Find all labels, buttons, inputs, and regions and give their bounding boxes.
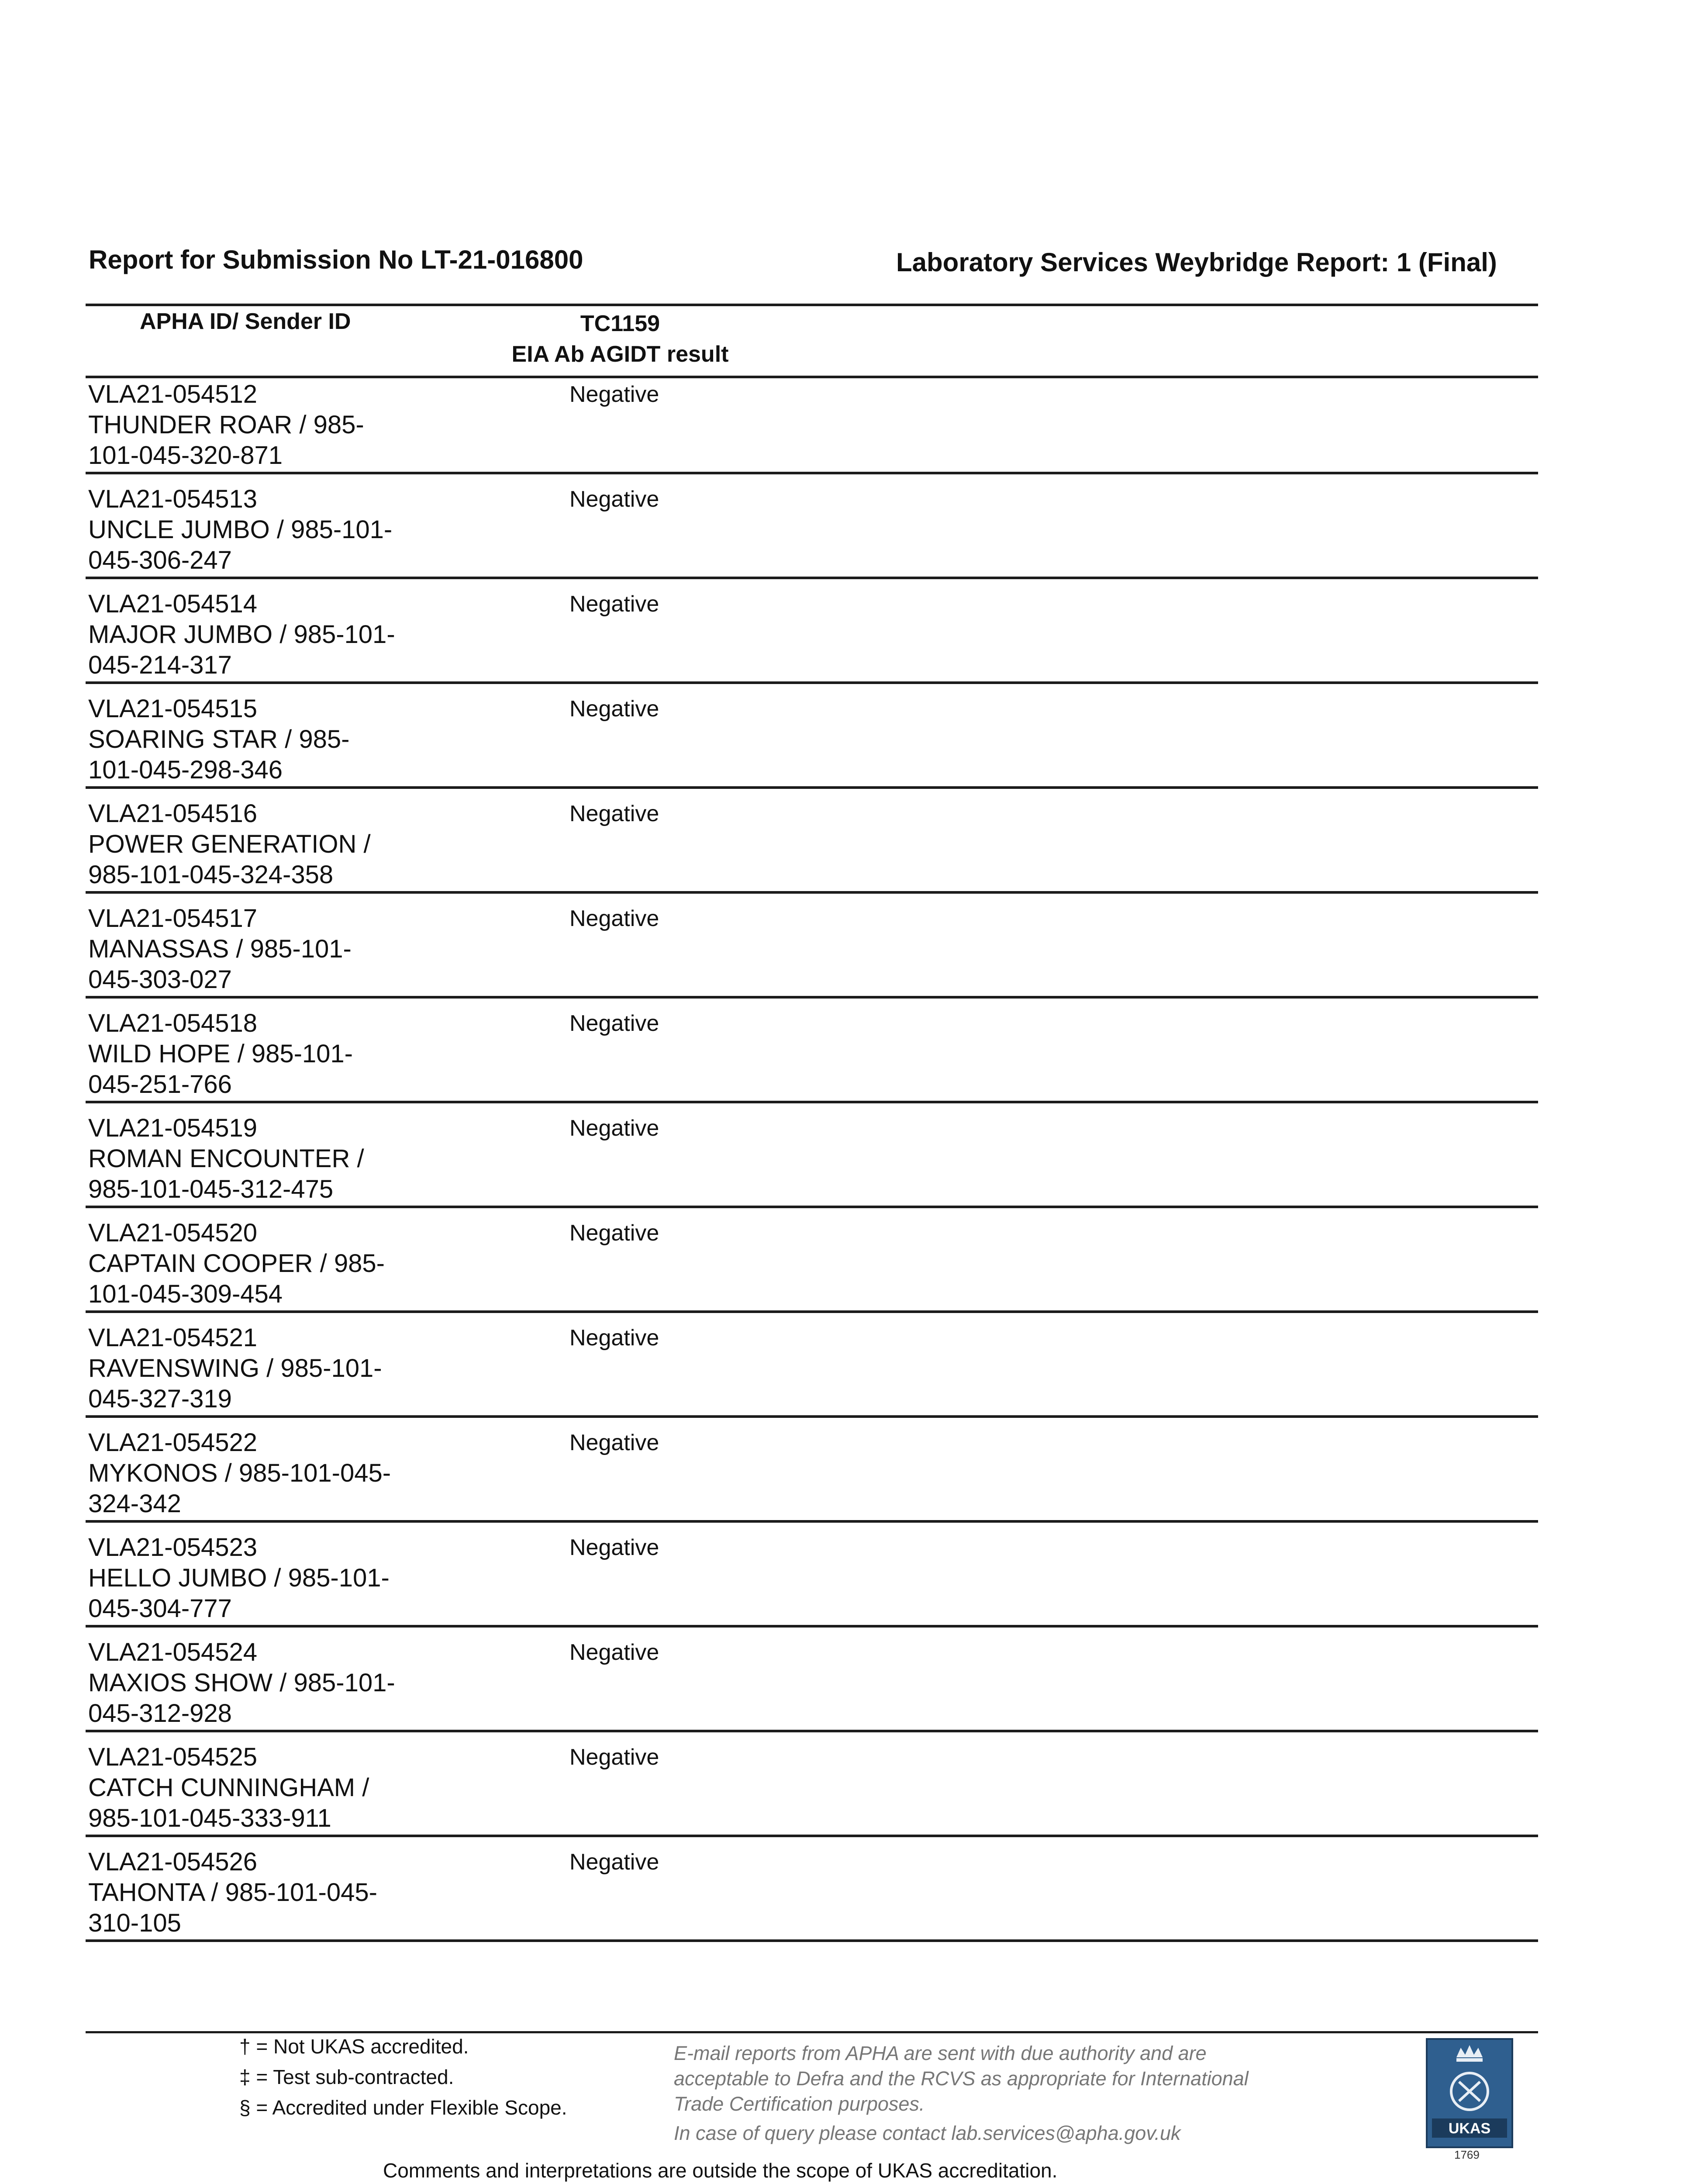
contact-note: In case of query please contact lab.services@apha.gov.uk [674,2122,1181,2144]
sender-id-cont: 101-045-320-871 [88,441,283,470]
sample-identifier [88,589,481,681]
test-result: Negative [569,1116,659,1141]
apha-id: VLA21-054517 [88,904,257,933]
table-row [86,694,1538,798]
footer-legend [239,2031,567,2123]
test-result: Negative [569,906,659,931]
sample-identifier [88,1113,481,1205]
ukas-number: 1769 [1454,2148,1480,2161]
apha-id: VLA21-054520 [88,1219,257,1247]
row-divider [86,1206,1538,1208]
column-header-id: APHA ID/ Sender ID [140,309,351,334]
test-result: Negative [569,801,659,826]
ukas-logo [1426,2038,1513,2148]
row-divider [86,1730,1538,1732]
email-note-line: Trade Certification purposes. [674,2093,925,2115]
table-row [86,1218,1538,1323]
sender-id: MAXIOS SHOW / 985-101- [88,1669,395,1697]
test-code: TC1159 [580,311,660,336]
sample-identifier [88,1218,481,1310]
email-note-line: acceptable to Defra and the RCVS as appropriate for International [674,2067,1249,2090]
sender-id-cont: 045-304-777 [88,1594,232,1623]
sender-id-cont: 101-045-298-346 [88,756,283,784]
table-row [86,1113,1538,1218]
test-result: Negative [569,487,659,512]
sender-id: POWER GENERATION / [88,830,371,858]
sample-identifier [88,1427,481,1519]
sender-id: THUNDER ROAR / 985- [88,411,364,439]
table-row [86,798,1538,903]
sender-id-cont: 310-105 [88,1909,181,1937]
sender-id-cont: 985-101-045-324-358 [88,860,334,889]
test-result: Negative [569,1011,659,1036]
sample-identifier [88,694,481,785]
sample-identifier [88,903,481,995]
row-divider [86,681,1538,684]
sample-identifier [88,1742,481,1834]
sample-identifier [88,1847,481,1939]
email-note-line: E-mail reports from APHA are sent with due authority and are [674,2042,1207,2064]
report-submission-title: Report for Submission No LT-21-016800 [89,245,583,274]
sender-id: CATCH CUNNINGHAM / [88,1773,369,1802]
sample-identifier [88,379,481,471]
sample-identifier [88,1637,481,1729]
apha-id: VLA21-054513 [88,485,257,513]
table-row [86,484,1538,589]
apha-id: VLA21-054525 [88,1743,257,1771]
table-row [86,589,1538,694]
sender-id: MANASSAS / 985-101- [88,935,352,963]
apha-id: VLA21-054518 [88,1009,257,1037]
legend-item: § = Accredited under Flexible Scope. [239,2096,567,2119]
test-result: Negative [569,1220,659,1246]
scope-note: Comments and interpretations are outside the scope of UKAS accreditation. [383,2159,1058,2182]
column-header-rule [86,376,1538,378]
ukas-label: UKAS [1448,2120,1491,2137]
test-result: Negative [569,1849,659,1875]
sender-id: WILD HOPE / 985-101- [88,1040,353,1068]
apha-id: VLA21-054516 [88,799,257,828]
sample-identifier [88,1532,481,1624]
sample-identifier [88,798,481,890]
sender-id-cont: 985-101-045-312-475 [88,1175,334,1203]
legend-item: † = Not UKAS accredited. [239,2035,469,2058]
test-name: EIA Ab AGIDT result [511,342,729,367]
row-divider [86,996,1538,999]
row-divider [86,1101,1538,1103]
sender-id-cont: 045-251-766 [88,1070,232,1099]
sender-id-cont: 045-303-027 [88,965,232,994]
sender-id-cont: 045-327-319 [88,1385,232,1413]
row-divider [86,1310,1538,1313]
apha-id: VLA21-054526 [88,1848,257,1876]
sender-id: HELLO JUMBO / 985-101- [88,1564,390,1592]
test-result: Negative [569,1745,659,1770]
email-note [674,2041,1342,2117]
sender-id-cont: 045-306-247 [88,546,232,574]
sender-id: UNCLE JUMBO / 985-101- [88,515,393,544]
table-row [86,1742,1538,1847]
table-row [86,1323,1538,1427]
test-result: Negative [569,1325,659,1351]
table-row [86,1847,1538,1952]
apha-id: VLA21-054524 [88,1638,257,1666]
header-rule [86,304,1538,306]
test-result: Negative [569,591,659,617]
test-result: Negative [569,696,659,722]
apha-id: VLA21-054515 [88,695,257,723]
sender-id-cont: 324-342 [88,1489,181,1518]
test-result: Negative [569,1430,659,1455]
row-divider [86,1520,1538,1523]
sender-id: ROMAN ENCOUNTER / [88,1144,364,1173]
sender-id: RAVENSWING / 985-101- [88,1354,382,1382]
sample-identifier [88,1323,481,1414]
apha-id: VLA21-054522 [88,1428,257,1457]
table-row [86,379,1538,484]
sample-identifier [88,1008,481,1100]
sender-id: CAPTAIN COOPER / 985- [88,1249,385,1278]
table-row [86,1427,1538,1532]
row-divider [86,1625,1538,1628]
apha-id: VLA21-054514 [88,590,257,618]
apha-id: VLA21-054521 [88,1324,257,1352]
sender-id-cont: 045-312-928 [88,1699,232,1728]
row-divider [86,1415,1538,1418]
test-result: Negative [569,382,659,407]
table-row [86,1532,1538,1637]
sender-id: SOARING STAR / 985- [88,725,350,753]
apha-id: VLA21-054523 [88,1533,257,1562]
sender-id: TAHONTA / 985-101-045- [88,1878,377,1907]
test-result: Negative [569,1535,659,1560]
sender-id: MYKONOS / 985-101-045- [88,1459,391,1487]
sender-id-cont: 101-045-309-454 [88,1280,283,1308]
sender-id-cont: 045-214-317 [88,651,232,679]
test-result: Negative [569,1640,659,1665]
sample-identifier [88,484,481,576]
apha-id: VLA21-054512 [88,380,257,408]
lab-report-title: Laboratory Services Weybridge Report: 1 (Final) [896,248,1497,277]
legend-item: ‡ = Test sub-contracted. [239,2066,454,2088]
row-divider [86,577,1538,579]
row-divider [86,1835,1538,1837]
row-divider [86,891,1538,894]
apha-id: VLA21-054519 [88,1114,257,1142]
row-divider [86,1939,1538,1942]
sender-id-cont: 985-101-045-333-911 [88,1804,331,1832]
column-header-test [493,308,747,370]
table-row [86,903,1538,1008]
row-divider [86,472,1538,474]
table-row [86,1008,1538,1113]
sender-id: MAJOR JUMBO / 985-101- [88,620,395,649]
table-row [86,1637,1538,1742]
row-divider [86,786,1538,789]
